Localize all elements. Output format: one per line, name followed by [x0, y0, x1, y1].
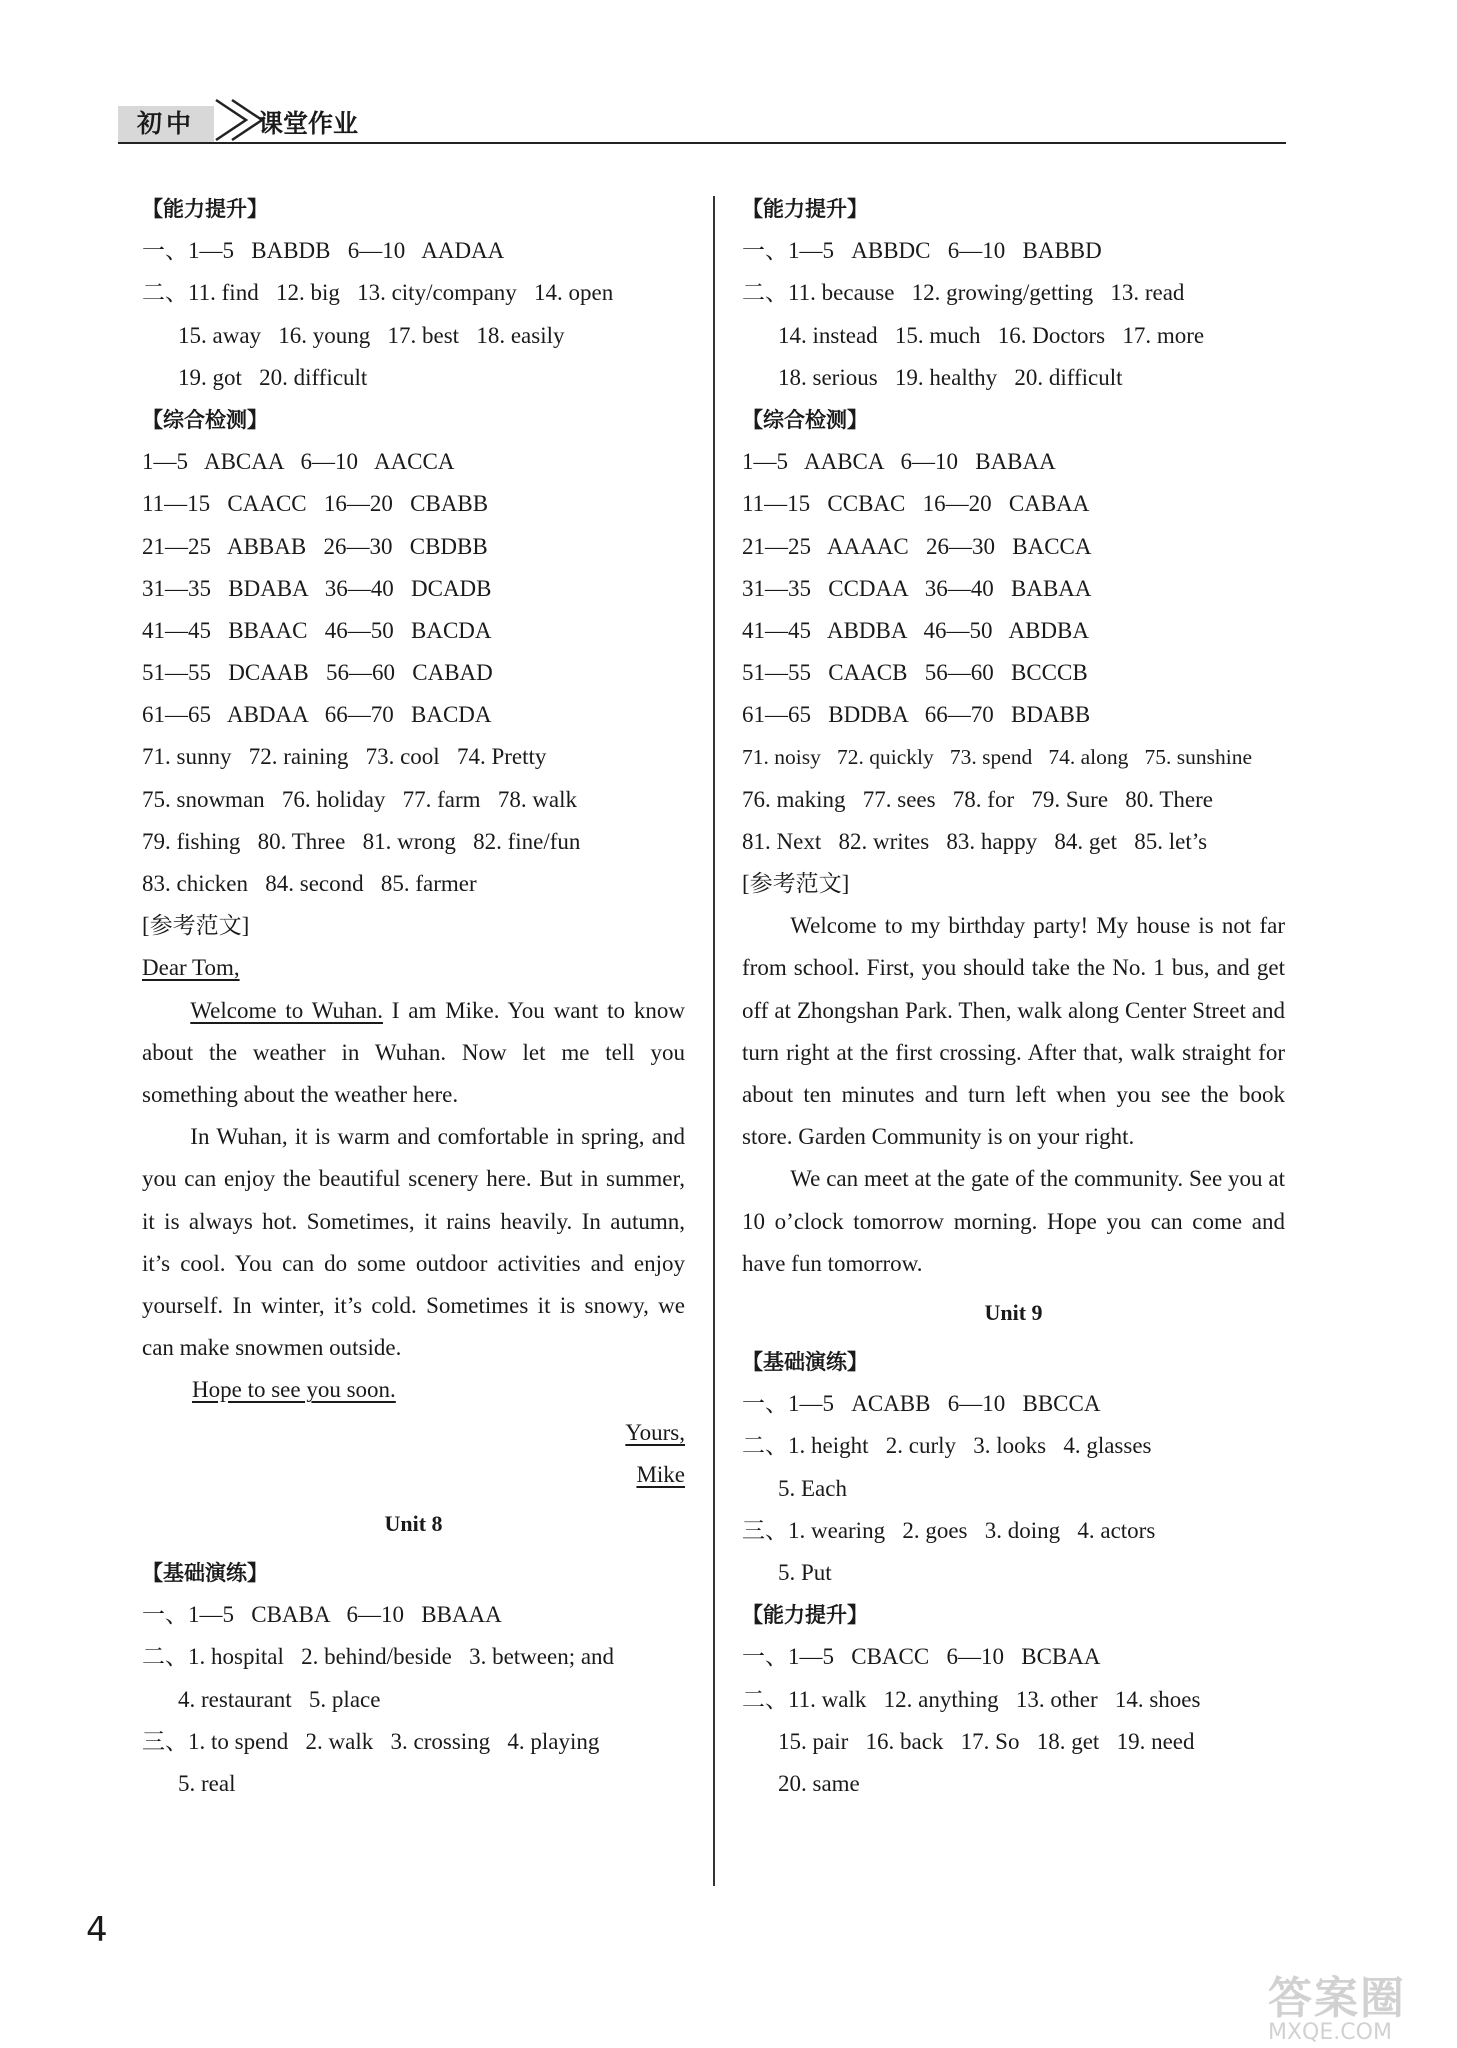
answer-line: 二、11. walk 12. anything 13. other 14. shoes	[742, 1686, 1201, 1712]
header-rule	[118, 142, 1286, 144]
letter-text: I am Mike. You want to know about the weather in Wuhan. Now let me tell you something about the weather here.	[142, 997, 685, 1107]
signature-text: Mike	[636, 1461, 685, 1487]
answer-line: 一、1—5 BABDB 6—10 AADAA	[142, 238, 505, 264]
answer-line: 14. instead 15. much 16. Doctors 17. more	[778, 322, 1205, 348]
answer-line: 二、11. because 12. growing/getting 13. read	[742, 280, 1185, 306]
unit-heading: Unit 8	[384, 1510, 443, 1536]
answer-line: 5. Put	[778, 1559, 832, 1585]
grade-tag: 初中	[118, 106, 214, 142]
answer-line: 1—5 ABCAA 6—10 AACCA	[142, 449, 455, 475]
sign-off-text: Yours,	[625, 1419, 685, 1445]
reference-essay-label: [参考范文]	[142, 913, 250, 939]
closing-text: Hope to see you soon.	[192, 1377, 396, 1403]
section-title: 【能力提升】	[142, 197, 268, 221]
answer-line: 19. got 20. difficult	[178, 364, 368, 390]
answer-line: 75. snowman 76. holiday 77. farm 78. walk	[142, 786, 578, 812]
answer-line: 5. Each	[778, 1475, 847, 1501]
answer-line: 15. away 16. young 17. best 18. easily	[178, 322, 565, 348]
answer-line: 31—35 CCDAA 36—40 BABAA	[742, 575, 1092, 601]
letter-paragraph	[142, 990, 685, 1117]
answer-line: 三、1. to spend 2. walk 3. crossing 4. playing	[142, 1728, 600, 1754]
answer-line: 一、1—5 CBABA 6—10 BBAAA	[142, 1602, 502, 1628]
section-title: 【综合检测】	[142, 407, 268, 432]
letter-opening: Welcome to Wuhan.	[190, 997, 383, 1023]
answer-line: 二、11. find 12. big 13. city/company 14. open	[142, 280, 614, 306]
answer-line: 二、1. hospital 2. behind/beside 3. between; and	[142, 1644, 615, 1670]
section-title: 【基础演练】	[142, 1560, 268, 1585]
right-column	[742, 188, 1285, 1805]
answer-line: 31—35 BDABA 36—40 DCADB	[142, 575, 492, 601]
answer-line: 15. pair 16. back 17. So 18. get 19. need	[778, 1728, 1195, 1754]
answer-line: 11—15 CAACC 16—20 CBABB	[142, 491, 489, 517]
answer-line: 20. same	[778, 1770, 860, 1796]
answer-line: 4. restaurant 5. place	[178, 1686, 381, 1712]
answer-line: 1—5 AABCA 6—10 BABAA	[742, 449, 1056, 475]
essay-paragraph: Welcome to my birthday party! My house is not far from school. First, you should take the No. 1 bus, and get off at Zhongshan Park. Then, walk along Center Street and turn right at the first crossing. After that, walk straight for about ten minutes and turn left when you see the book store. Garden Community is on your right.	[742, 913, 1285, 1150]
essay-paragraph: We can meet at the gate of the community. See you at 10 o’clock tomorrow morning. Hope you can come and have fun tomorrow.	[742, 1166, 1285, 1276]
answer-line: 81. Next 82. writes 83. happy 84. get 85. let’s	[742, 828, 1208, 854]
answer-line: 11—15 CCBAC 16—20 CABAA	[742, 491, 1090, 517]
answer-line: 61—65 ABDAA 66—70 BACDA	[142, 702, 492, 728]
header-title: 课堂作业	[258, 109, 359, 138]
reference-essay-label: [参考范文]	[742, 871, 850, 896]
answer-line: 79. fishing 80. Three 81. wrong 82. fine/fun	[142, 828, 581, 854]
answer-line: 41—45 BBAAC 46—50 BACDA	[142, 617, 492, 643]
answer-line: 18. serious 19. healthy 20. difficult	[778, 364, 1123, 390]
answer-line: 51—55 CAACB 56—60 BCCCB	[742, 660, 1088, 686]
left-column	[142, 188, 685, 1805]
letter-signature	[142, 1454, 685, 1496]
letter-closing	[142, 1369, 685, 1411]
answer-line: 51—55 DCAAB 56—60 CABAD	[142, 660, 493, 686]
watermark-logo: 答案圈	[1268, 1973, 1406, 2024]
answer-line: 21—25 AAAAC 26—30 BACCA	[742, 533, 1092, 559]
answer-line: 71. noisy 72. quickly 73. spend 74. along 75. sunshine	[742, 745, 1253, 770]
section-title: 【基础演练】	[742, 1350, 868, 1375]
answer-line: 5. real	[178, 1770, 236, 1796]
answer-line: 61—65 BDDBA 66—70 BDABB	[742, 702, 1091, 728]
answer-line: 76. making 77. sees 78. for 79. Sure 80. There	[742, 786, 1213, 812]
answer-line: 41—45 ABDBA 46—50 ABDBA	[742, 617, 1089, 643]
salutation-text: Dear Tom,	[142, 955, 240, 981]
answer-line: 二、1. height 2. curly 3. looks 4. glasses	[742, 1433, 1152, 1459]
watermark-url: MXQE.COM	[1268, 2020, 1392, 2045]
answer-line: 一、1—5 ABBDC 6—10 BABBD	[742, 238, 1102, 264]
unit-heading: Unit 9	[984, 1300, 1043, 1326]
letter-salutation	[142, 947, 685, 989]
section-title: 【能力提升】	[742, 1603, 868, 1628]
answer-line: 83. chicken 84. second 85. farmer	[142, 871, 477, 896]
answer-line: 21—25 ABBAB 26—30 CBDBB	[142, 533, 488, 559]
section-title: 【综合检测】	[742, 407, 868, 432]
letter-sign-off	[142, 1412, 685, 1454]
answer-line: 三、1. wearing 2. goes 3. doing 4. actors	[742, 1517, 1156, 1543]
answer-line: 一、1—5 CBACC 6—10 BCBAA	[742, 1644, 1101, 1670]
answer-line: 一、1—5 ACABB 6—10 BBCCA	[742, 1391, 1101, 1417]
section-title: 【能力提升】	[742, 197, 868, 221]
letter-paragraph: In Wuhan, it is warm and comfortable in spring, and you can enjoy the beautiful scenery here. But in summer, it is always hot. Sometimes, it rains heavily. In autumn, it’s cool. You can do some outdoor activities and enjoy yourself. In winter, it’s cold. Sometimes it is snowy, we can make snowmen outside.	[142, 1124, 685, 1361]
column-divider	[713, 196, 715, 1886]
answer-line: 71. sunny 72. raining 73. cool 74. Pretty	[142, 744, 547, 770]
page-header	[118, 96, 1286, 144]
watermark	[1268, 1962, 1457, 2048]
page-number: 4	[86, 1910, 108, 1950]
